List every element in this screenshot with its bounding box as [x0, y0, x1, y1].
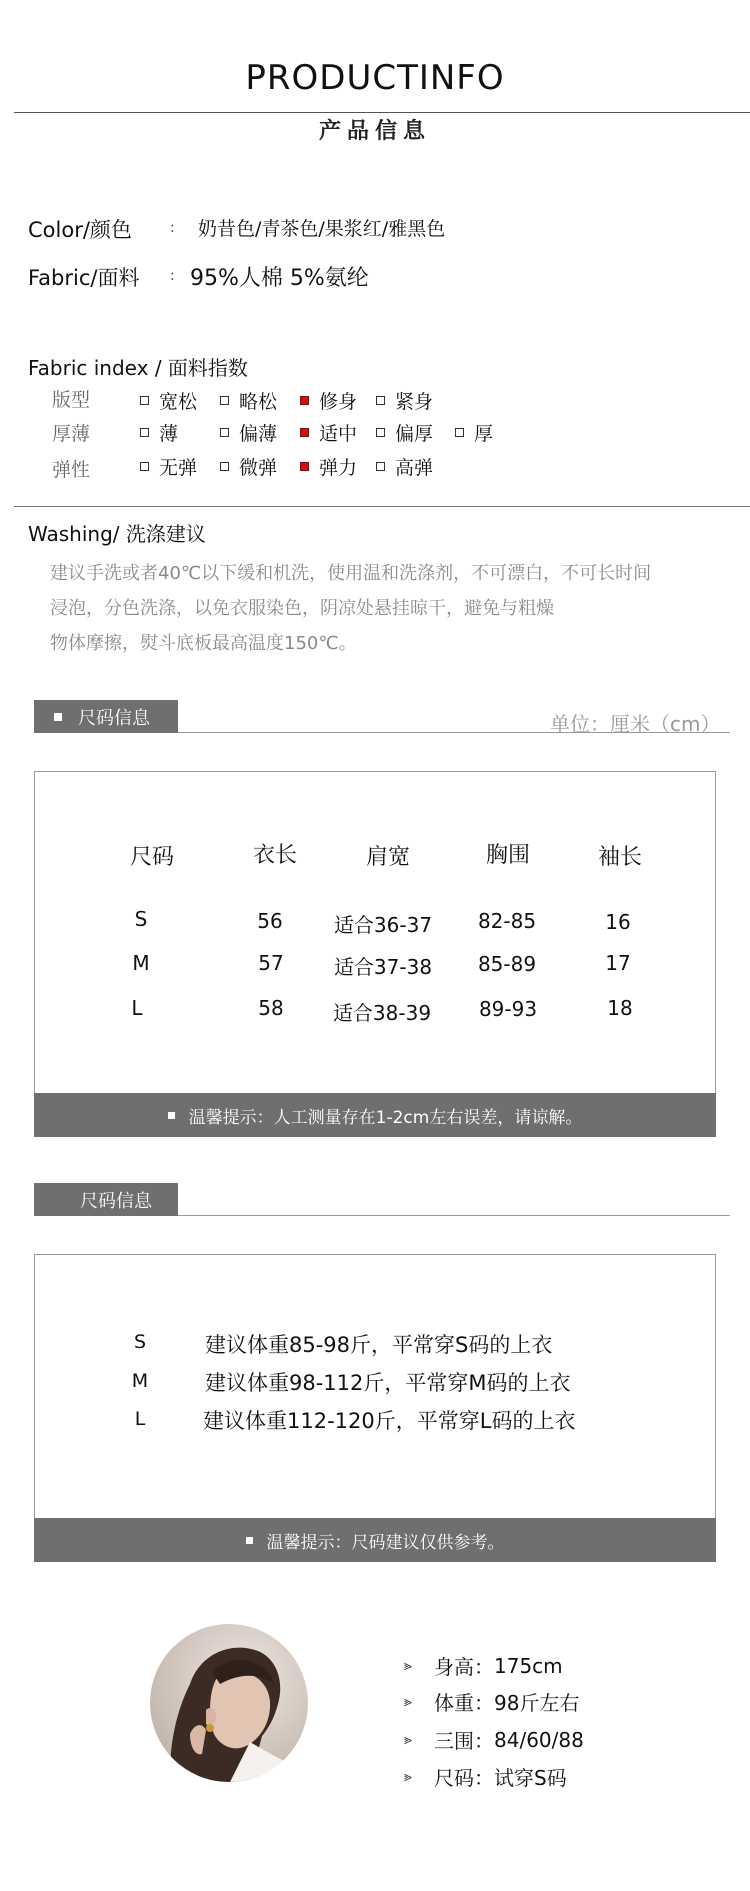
square-bullet-icon: [168, 1112, 175, 1119]
checkbox-icon: [376, 462, 385, 471]
table-cell: 89-93: [478, 997, 538, 1021]
thickness-option-medium: 适中: [300, 419, 357, 446]
elasticity-option-slight: 微弹: [220, 453, 277, 480]
chevron-right-icon: ⪢: [404, 1768, 412, 1785]
washing-line: 建议手洗或者40℃以下缓和机洗，使用温和洗涤剂，不可漂白，不可长时间: [50, 563, 652, 584]
thickness-option-slightly-thin: 偏薄: [220, 419, 277, 446]
square-bullet-icon: [246, 1537, 253, 1544]
checkbox-icon: [220, 462, 229, 471]
model-avatar: [150, 1624, 308, 1782]
color-colon: :: [170, 220, 175, 236]
divider: [14, 112, 750, 113]
table-cell: S: [134, 907, 148, 931]
fit-option-tight: 紧身: [376, 387, 433, 414]
table-cell: L: [131, 996, 143, 1020]
size-recommend-tag: 尺码信息: [34, 1183, 178, 1216]
fabric-value: 95%人棉 5%氨纶: [190, 266, 369, 291]
col-header-sleeve: 袖长: [597, 845, 642, 870]
fit-option-slightly-loose: 略松: [220, 387, 277, 414]
table-cell: M: [132, 951, 150, 975]
checkbox-icon: [376, 428, 385, 437]
recommend-text: 建议体重112-120斤，平常穿L码的上衣: [203, 1409, 576, 1433]
model-stat: ⪢ 尺码： 试穿S码: [404, 1766, 567, 1790]
recommend-size: M: [131, 1370, 149, 1392]
col-header-length: 衣长: [252, 843, 297, 868]
recommend-text: 建议体重98-112斤，平常穿M码的上衣: [205, 1371, 571, 1395]
col-header-shoulder: 肩宽: [365, 845, 410, 870]
page-title-cn: 产品信息: [318, 119, 431, 144]
fit-option-slim: 修身: [300, 387, 357, 414]
unit-label: 单位：厘米（cm）: [550, 712, 721, 736]
page-title-en: PRODUCTINFO: [245, 58, 505, 98]
table-cell: 18: [607, 996, 633, 1020]
thickness-row-label: 厚薄: [52, 423, 91, 445]
fabric-index-title: Fabric index / 面料指数: [28, 356, 248, 380]
fabric-colon: :: [170, 268, 175, 284]
model-stat: ⪢ 三围： 84/60/88: [404, 1727, 584, 1753]
thickness-option-thick: 厚: [455, 419, 493, 446]
col-header-chest: 胸围: [485, 843, 530, 868]
recommend-text: 建议体重85-98斤，平常穿S码的上衣: [205, 1333, 553, 1357]
checkbox-checked-icon: [300, 462, 309, 471]
recommend-size: L: [134, 1408, 146, 1430]
thickness-option-slightly-thick: 偏厚: [376, 419, 433, 446]
checkbox-icon: [220, 396, 229, 405]
color-label: Color/颜色: [28, 218, 132, 242]
elasticity-row-label: 弹性: [52, 459, 91, 481]
chevron-right-icon: ⪢: [404, 1731, 412, 1748]
size-recommend-note: 温馨提示：尺码建议仅供参考。: [34, 1518, 716, 1562]
table-cell: 17: [605, 951, 631, 975]
chevron-right-icon: ⪢: [404, 1657, 412, 1674]
elasticity-option-stretch: 弹力: [300, 453, 357, 480]
model-stat: ⪢ 身高： 175cm: [404, 1653, 563, 1679]
elasticity-option-none: 无弹: [140, 453, 197, 480]
size-table-note: 温馨提示：人工测量存在1-2cm左右误差，请谅解。: [34, 1093, 716, 1137]
elasticity-option-high: 高弹: [376, 453, 433, 480]
checkbox-icon: [140, 428, 149, 437]
divider: [178, 1215, 730, 1216]
checkbox-icon: [140, 462, 149, 471]
color-value: 奶昔色/青茶色/果浆红/雅黑色: [198, 218, 446, 240]
thickness-option-thin: 薄: [140, 419, 178, 446]
checkbox-icon: [220, 428, 229, 437]
table-cell: 57: [258, 951, 284, 975]
checkbox-checked-icon: [300, 396, 309, 405]
table-cell: 适合38-39: [332, 1001, 432, 1025]
checkbox-icon: [455, 428, 464, 437]
col-header-size: 尺码: [129, 845, 174, 870]
table-cell: 85-89: [477, 952, 537, 976]
table-cell: 58: [258, 996, 284, 1020]
washing-text: [50, 556, 730, 661]
washing-line: 浸泡，分色洗涤，以免衣服染色，阴凉处悬挂晾干，避免与粗燥: [50, 598, 554, 619]
table-cell: 82-85: [477, 909, 537, 933]
square-bullet-icon: [54, 713, 62, 721]
checkbox-checked-icon: [300, 428, 309, 437]
chevron-right-icon: ⪢: [404, 1693, 412, 1710]
table-cell: 适合37-38: [333, 955, 433, 979]
washing-line: 物体摩擦，熨斗底板最高温度150℃。: [50, 633, 357, 654]
divider: [14, 506, 750, 507]
table-cell: 56: [257, 909, 283, 933]
size-info-tag: 尺码信息: [34, 700, 178, 733]
recommend-size: S: [133, 1331, 147, 1353]
washing-title: Washing/ 洗涤建议: [28, 522, 206, 546]
fit-row-label: 版型: [52, 389, 91, 411]
fabric-label: Fabric/面料: [28, 266, 140, 290]
fit-option-loose: 宽松: [140, 387, 197, 414]
checkbox-icon: [140, 396, 149, 405]
table-cell: 适合36-37: [333, 913, 433, 937]
table-cell: 16: [605, 910, 631, 934]
model-stat: ⪢ 体重： 98斤左右: [404, 1691, 580, 1715]
checkbox-icon: [376, 396, 385, 405]
